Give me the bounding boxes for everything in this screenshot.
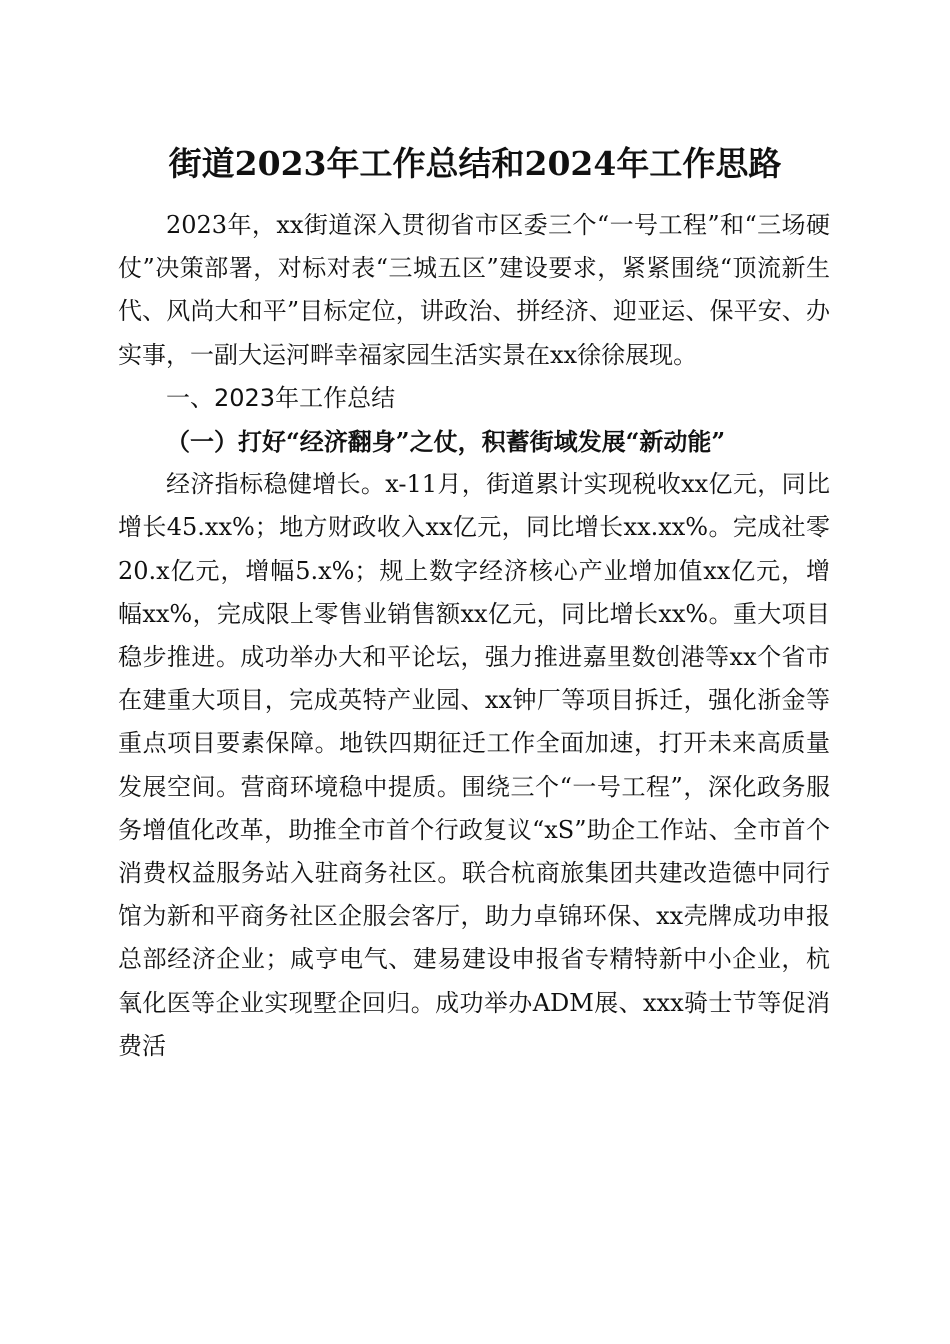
document-title: 街道2023年工作总结和2024年工作思路 — [168, 144, 782, 183]
document-body — [118, 204, 830, 1068]
intro-paragraph: 2023年，xx街道深入贯彻省市区委三个“一号工程”和“三场硬仗”决策部署，对标对表“三城五区”建设要求，紧紧围绕“顶流新生代、风尚大和平”目标定位，讲政治、拼经济、迎亚运、保平安、办实事，一副大运河畔幸福家园生活实景在xx徐徐展现。 — [118, 211, 830, 369]
subsection-paragraph: 经济指标稳健增长。x-11月，街道累计实现税收xx亿元，同比增长45.xx%；地方财政收入xx亿元，同比增长xx.xx%。完成社零20.x亿元，增幅5.x%；规上数字经济核心产业增加值xx亿元，增幅xx%，完成限上零售业销售额xx亿元，同比增长xx%。重大项目稳步推进。成功举办大和平论坛，强力推进嘉里数创港等xx个省市在建重大项目，完成英特产业园、xx钟厂等项目拆迁，强化浙金等重点项目要素保障。地铁四期征迁工作全面加速，打开未来高质量发展空间。营商环境稳中提质。围绕三个“一号工程”，深化政务服务增值化改革，助推全市首个行政复议“xS”助企工作站、全市首个消费权益服务站入驻商务社区。联合杭商旅集团共建改造德中同行馆为新和平商务社区企服会客厅，助力卓锦环保、xx壳牌成功申报总部经济企业；咸亨电气、建易建设申报省专精特新中小企业，杭氧化医等企业实现墅企回归。成功举办ADM展、xxx骑士节等促消费活 — [118, 470, 830, 1060]
subsection-heading: （一）打好“经济翻身”之仗，积蓄街域发展“新动能” — [166, 427, 726, 457]
section-heading: 一、2023年工作总结 — [166, 383, 396, 412]
